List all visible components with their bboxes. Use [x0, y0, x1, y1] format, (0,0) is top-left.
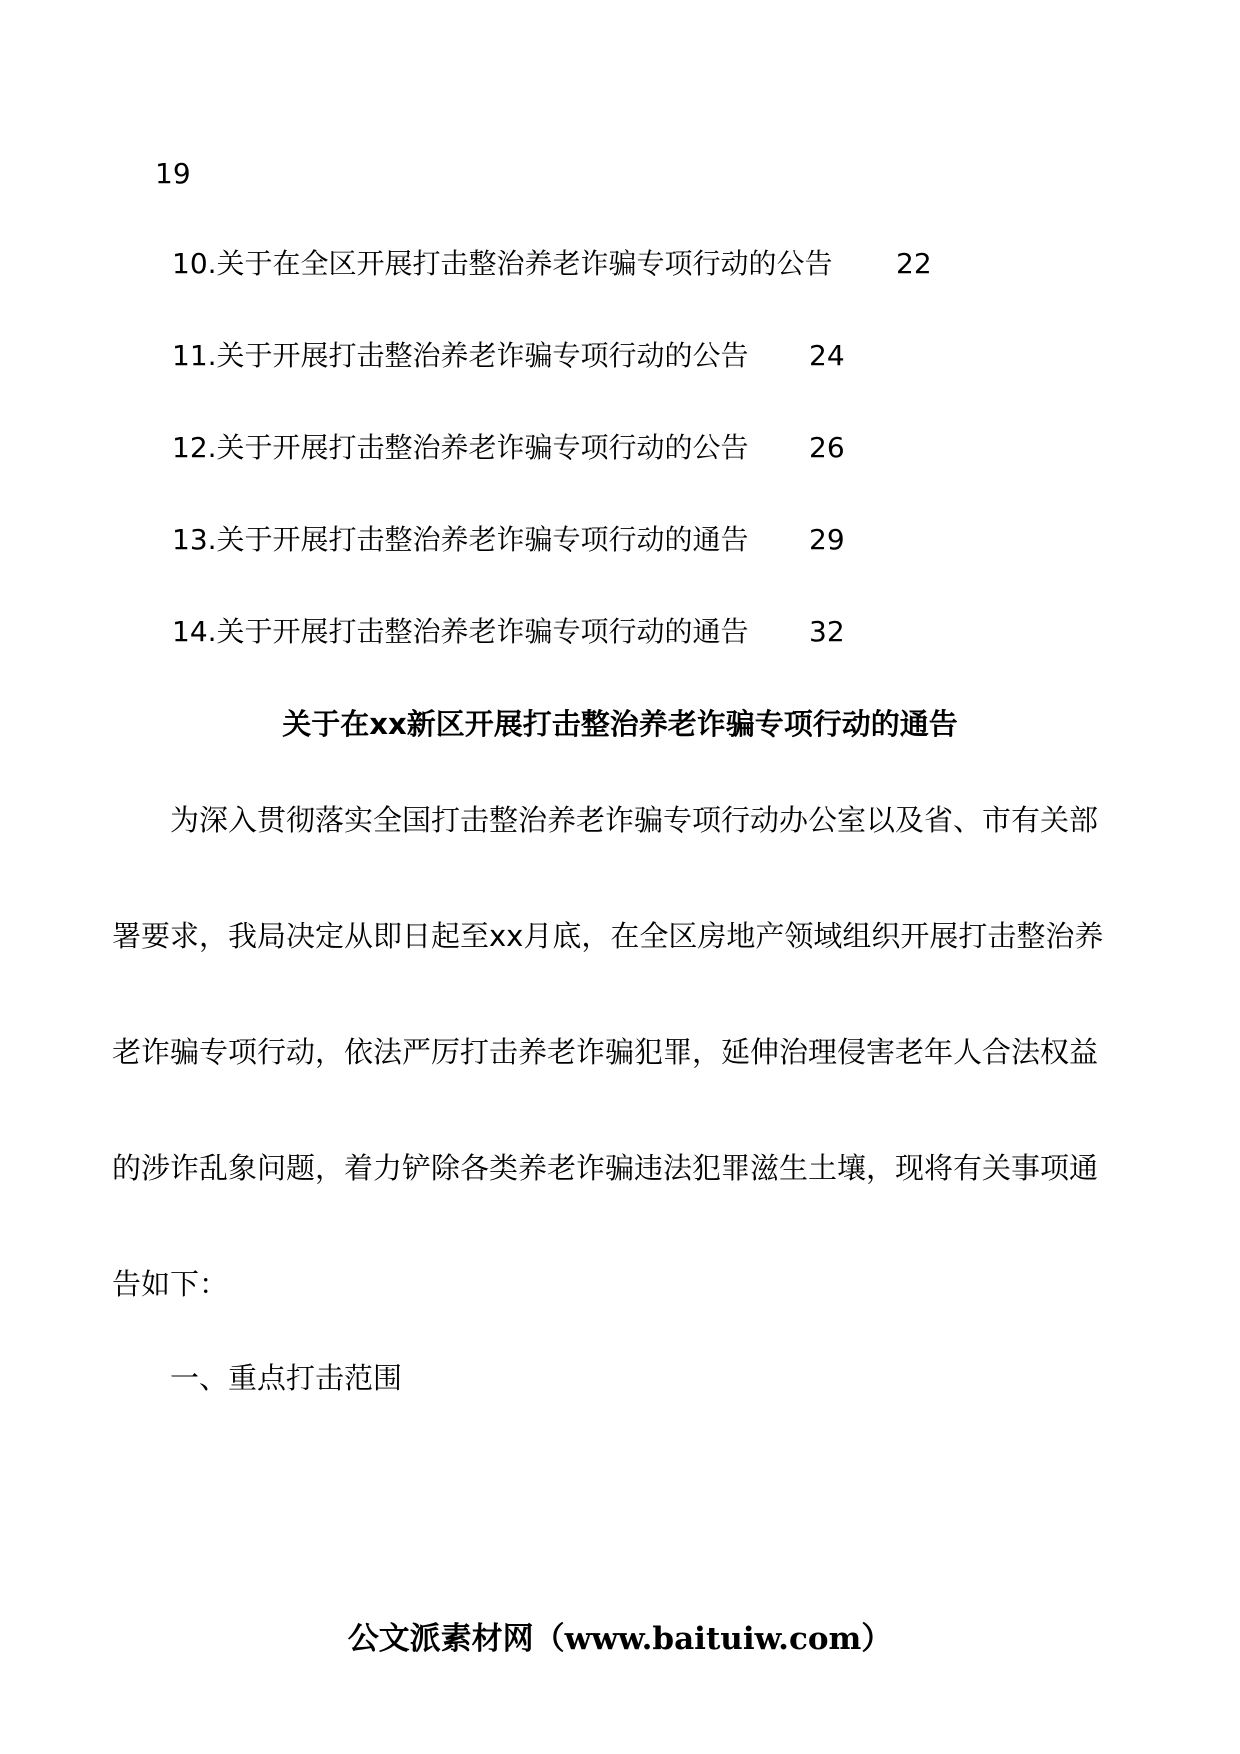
paragraph-line: 告如下： — [112, 1267, 229, 1301]
paragraph-line: 署要求，我局决定从即日起至xx月底，在全区房地产领域组织开展打击整治养 — [112, 919, 1104, 953]
toc-item-page: 26 — [809, 431, 845, 464]
paragraph-line: 老诈骗专项行动，依法严厉打击养老诈骗犯罪，延伸治理侵害老年人合法权益 — [112, 1035, 1099, 1069]
section-heading: 一、重点打击范围 — [170, 1361, 403, 1395]
paragraph-line: 为深入贯彻落实全国打击整治养老诈骗专项行动办公室以及省、市有关部 — [170, 803, 1099, 837]
toc-item-label[interactable]: 12.关于开展打击整治养老诈骗专项行动的公告 — [172, 431, 749, 464]
toc-item-label[interactable]: 10.关于在全区开展打击整治养老诈骗专项行动的公告 — [172, 247, 833, 280]
toc-item-page: 29 — [809, 523, 845, 556]
paragraph-line: 的涉诈乱象问题，着力铲除各类养老诈骗违法犯罪滋生土壤，现将有关事项通 — [112, 1151, 1099, 1185]
toc-item-label[interactable]: 13.关于开展打击整治养老诈骗专项行动的通告 — [172, 523, 749, 556]
toc-item-page: 22 — [896, 247, 932, 280]
toc-item-page: 32 — [809, 615, 845, 648]
toc-item-label[interactable]: 14.关于开展打击整治养老诈骗专项行动的通告 — [172, 615, 749, 648]
toc-item-page: 24 — [809, 339, 845, 372]
toc-continued-page-number: 19 — [155, 157, 191, 190]
footer-watermark: 公文派素材网（www.baituiw.com） — [347, 1621, 893, 1657]
document-title: 关于在xx新区开展打击整治养老诈骗专项行动的通告 — [282, 707, 958, 741]
toc-item-label[interactable]: 11.关于开展打击整治养老诈骗专项行动的公告 — [172, 339, 749, 372]
